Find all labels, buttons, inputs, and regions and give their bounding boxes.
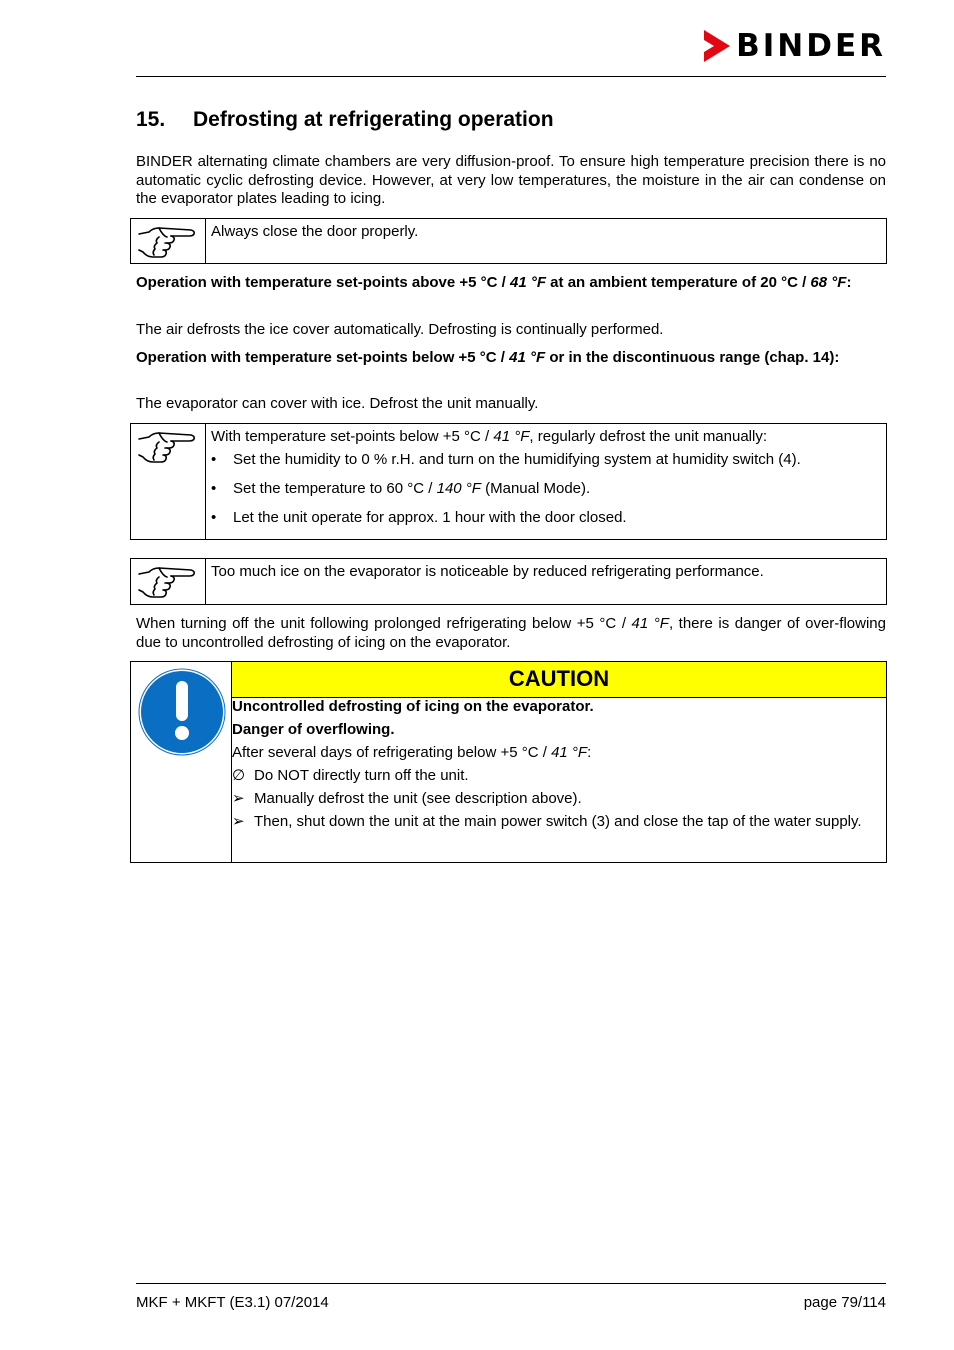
section-title: Defrosting at refrigerating operation — [193, 108, 554, 131]
caution-body — [232, 698, 887, 863]
note-box-manual-defrost — [130, 423, 887, 540]
section-number: 15. — [136, 108, 166, 131]
exclamation-mandatory-icon — [137, 667, 227, 757]
caution-item-text: Do NOT directly turn off the unit. — [254, 767, 469, 784]
operation-below-heading — [136, 349, 886, 368]
line-part: After several days of refrigerating below +5 °C / — [232, 744, 552, 761]
operation-below-text: The evaporator can cover with ice. Defrost the unit manually. — [136, 395, 539, 412]
footer-page-number: page 79/114 — [803, 1294, 886, 1311]
binder-logo-chevron-icon — [704, 30, 730, 62]
footer-rule — [136, 1283, 886, 1284]
list-item — [211, 480, 881, 499]
caution-item-prohibited — [232, 767, 886, 786]
caution-line-2: Danger of overflowing. — [232, 721, 395, 738]
logo-text: BINDER — [736, 28, 886, 64]
operation-above-text: The air defrosts the ice cover automatically. Defrosting is continually performed. — [136, 321, 664, 338]
caution-item-step — [232, 790, 886, 809]
heading-part-italic: 41 °F — [509, 349, 546, 366]
note-box-ice — [130, 558, 887, 605]
bullet-list — [211, 451, 881, 528]
caution-item-text: Then, shut down the unit at the main power switch (3) and close the tap of the water supply. — [254, 813, 862, 830]
bullet: • — [211, 508, 217, 526]
heading-part: : — [846, 274, 852, 291]
note-text — [206, 424, 887, 540]
heading-part-italic: 68 °F — [810, 274, 847, 291]
heading-part-italic: 41 °F — [510, 274, 547, 291]
pointing-hand-icon — [137, 224, 197, 260]
note-icon-cell — [131, 559, 206, 605]
caution-label: CAUTION — [232, 662, 887, 698]
intro-part: , regularly defrost the unit manually: — [529, 428, 768, 445]
caution-line-3 — [232, 744, 886, 763]
binder-logo — [704, 30, 886, 62]
note-icon-cell — [131, 219, 206, 264]
prohibited-icon: ∅ — [232, 767, 246, 784]
footer-document-id: MKF + MKFT (E3.1) 07/2014 — [136, 1294, 329, 1311]
intro-part-italic: 41 °F — [493, 428, 530, 445]
list-item-text: Set the humidity to 0 % r.H. and turn on the humidifying system at humidity switch (4). — [233, 450, 801, 468]
note-intro — [211, 428, 881, 447]
caution-line-1: Uncontrolled defrosting of icing on the evaporator. — [232, 698, 594, 715]
note-box-door — [130, 218, 887, 264]
line-part: : — [587, 744, 592, 761]
list-item — [211, 509, 881, 528]
line-part-italic: 41 °F — [551, 744, 588, 761]
intro-part: With temperature set-points below +5 °C / — [211, 428, 494, 445]
caution-item-text: Manually defrost the unit (see description above). — [254, 790, 582, 807]
heading-part: or in the discontinuous range (chap. 14): — [545, 349, 840, 366]
warning-part: , there is danger of over-flowing due to uncontrolled defrosting of icing on the evaporator. — [136, 615, 886, 651]
heading-part: Operation with temperature set-points below +5 °C / — [136, 349, 510, 366]
list-item-text: (Manual Mode). — [480, 479, 591, 497]
pointing-hand-icon — [137, 429, 197, 465]
intro-paragraph: BINDER alternating climate chambers are very diffusion-proof. To ensure high temperature precision there is no automatic cyclic defrosting device. However, at very low temperatures, the moisture in the air can condense on the evaporator plates leading to icing. — [136, 153, 886, 207]
list-item-text: Let the unit operate for approx. 1 hour with the door closed. — [233, 508, 627, 526]
caution-icon-cell — [131, 662, 232, 863]
warning-part: When turning off the unit following prolonged refrigerating below +5 °C / — [136, 615, 632, 632]
note-icon-cell — [131, 424, 206, 540]
note-text: Always close the door properly. — [206, 219, 887, 264]
arrow-bullet-icon: ➢ — [232, 813, 245, 830]
warning-paragraph — [136, 615, 886, 652]
warning-part-italic: 41 °F — [631, 615, 669, 632]
header-rule — [136, 76, 886, 77]
note-text: Too much ice on the evaporator is noticeable by reduced refrigerating performance. — [206, 559, 887, 605]
bullet: • — [211, 479, 217, 497]
caution-box — [130, 661, 887, 863]
heading-part: Operation with temperature set-points above +5 °C / — [136, 274, 510, 291]
list-item-text: Set the temperature to 60 °C / — [233, 479, 437, 497]
list-item — [211, 451, 881, 470]
heading-part: at an ambient temperature of 20 °C / — [546, 274, 811, 291]
operation-above-heading — [136, 274, 886, 293]
caution-item-step — [232, 813, 886, 832]
section-heading — [136, 107, 554, 133]
arrow-bullet-icon: ➢ — [232, 790, 245, 807]
list-item-text-italic: 140 °F — [436, 479, 481, 497]
pointing-hand-icon — [137, 564, 197, 600]
bullet: • — [211, 450, 217, 468]
